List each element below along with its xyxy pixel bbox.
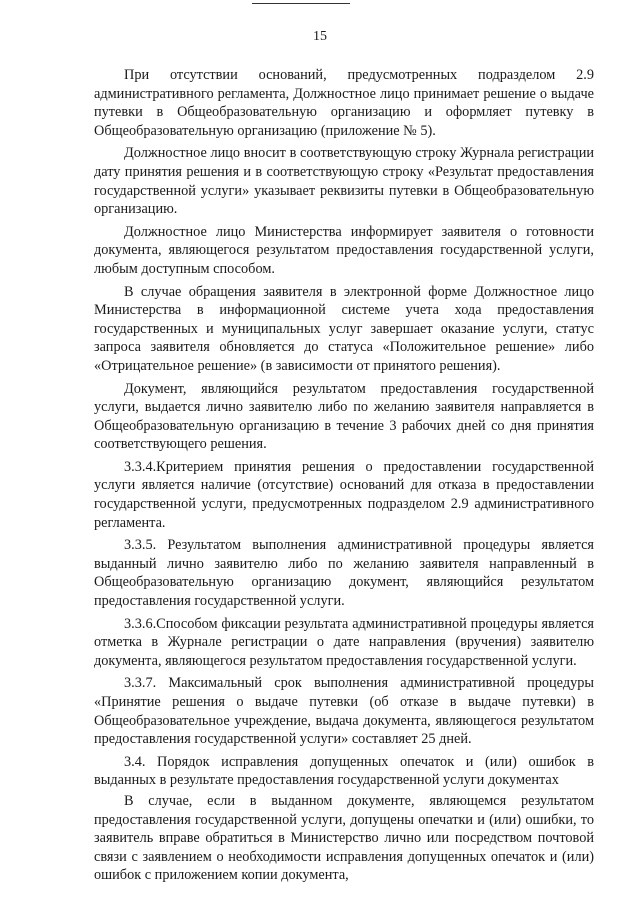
paragraph: В случае, если в выданном документе, являющемся результатом предоставления государственной услуги, допущены опечатки и (или) ошибки, то заявитель вправе обратиться в Министерство лично или посредством почтовой связи с заявлением о необходимости исправления допущенных опечаток и (или) ошибок с приложением копии документа, <box>94 792 594 884</box>
header-rule <box>252 3 350 4</box>
paragraph: При отсутствии оснований, предусмотренных подразделом 2.9 административного регламента, Должностное лицо принимает решение о выдаче путевки в Общеобразовательную организацию и оформляет путевку в Общеобразовательную организацию (приложение № 5). <box>94 67 594 139</box>
paragraph: Документ, являющийся результатом предоставления государственной услуги, выдается лично заявителю либо по желанию заявителя направляется в Общеобразовательную организацию в течение 3 рабочих дней со дня принятия соответствующего решения. <box>94 380 594 453</box>
document-body <box>94 66 594 889</box>
paragraph: Должностное лицо вносит в соответствующую строку Журнала регистрации дату принятия решения и в соответствующую строку «Результат предоставления государственной услуги» указывает реквизиты путевки в Общеобразовательную организацию. <box>94 145 594 218</box>
paragraph: 3.3.5. Результатом выполнения административной процедуры является выданный лично заявителю либо по желанию заявителя направленный в Общеобразовательную организацию документ, являющийся результатом предоставления государственной услуги. <box>94 537 594 610</box>
paragraph: Должностное лицо Министерства информирует заявителя о готовности документа, являющегося результатом предоставления государственной услуги, любым доступным способом. <box>94 223 594 277</box>
paragraph: 3.3.6.Способом фиксации результата административной процедуры является отметка в Журнале регистрации о дате направления (вручения) заявителю документа, являющегося результатом предоставления государственной услуги. <box>94 615 594 669</box>
paragraph: 3.3.7. Максимальный срок выполнения административной процедуры «Принятие решения о выдаче путевки (об отказе в выдаче путевки) в Общеобразовательное учреждение, выдача документа, являющегося результатом предоставления государственной услуги» составляет 25 дней. <box>94 675 594 748</box>
paragraph: 3.3.4.Критерием принятия решения о предоставлении государственной услуги является наличие (отсутствие) оснований для отказа в предоставлении государственной услуги, предусмотренных подразделом 2.9 административного регламента. <box>94 458 594 531</box>
page-number: 15 <box>313 29 327 44</box>
paragraph: В случае обращения заявителя в электронной форме Должностное лицо Министерства в информационной системе учета хода предоставления государственных и муниципальных услуг завершает оказание услуги, статус запроса заявителя обновляется до статуса «Положительное решение» либо «Отрицательное решение» (в зависимости от принятого решения). <box>94 283 594 374</box>
section-heading: 3.4. Порядок исправления допущенных опечаток и (или) ошибок в выданных в результате предоставления государственной услуги документах <box>94 753 594 789</box>
